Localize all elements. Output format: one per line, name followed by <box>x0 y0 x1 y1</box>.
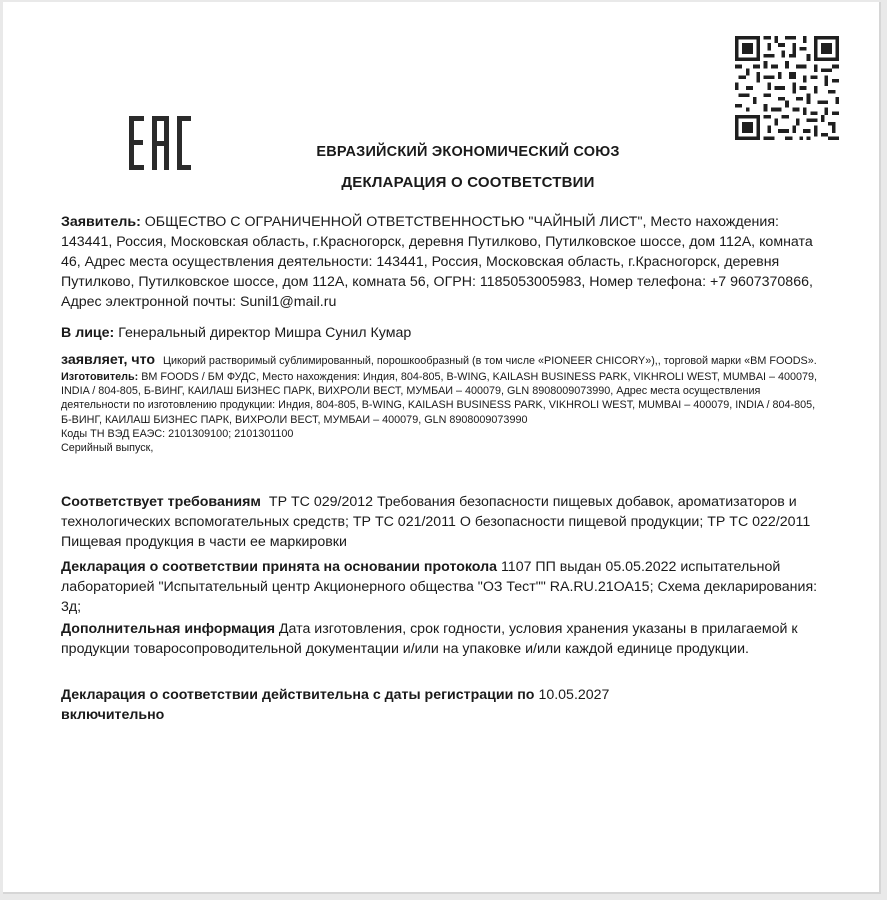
requirements-section <box>61 492 821 552</box>
qr-code <box>735 36 839 140</box>
representative-text: Генеральный директор Мишра Сунил Кумар <box>118 325 412 341</box>
manufacturer-text: BM FOODS / БМ ФУДС, Место нахождения: Индия, 804-805, B-WING, KAILASH BUSINESS PARK, VIKHROLI WEST, MUMBAI – 400079, INDIA / 804-805, Б-ВИНГ, КАИЛАШ БИЗНЕС ПАРК, ВИХРОЛИ ВЕСТ, МУМБАИ – 400079, GLN 8908009073990, Адрес места осуществления деятельности по изготовлению продукции: Индия, 804-805, B-WING, KAILASH BUSINESS PARK, VIKHROLI WEST, MUMBAI – 400079, INDIA / 804-805, Б-ВИНГ, КАИЛАШ БИЗНЕС ПАРК, ВИХРОЛИ ВЕСТ, МУМБАИ – 400079, GLN 8908009073990 <box>61 371 818 426</box>
additional-info-label: Дополнительная информация <box>61 621 275 637</box>
validity-section <box>61 685 821 725</box>
declares-section <box>61 350 821 455</box>
applicant-text: ОБЩЕСТВО С ОГРАНИЧЕННОЙ ОТВЕТСТВЕННОСТЬЮ "ЧАЙНЫЙ ЛИСТ", Место нахождения: 143441, Россия, Московская область, г.Красногорск, деревня Путилково, Путилковское шоссе, дом 112А, комната 46, Адрес места осуществления деятельности: 143441, Россия, Московская область, г.Красногорск, деревня Путилково, Путилковское шоссе, дом 112А, комната 56, ОГРН: 1185053005983, Номер телефона: +7 9607370866, Адрес электронной почты: Sunil1@mail.ru <box>61 214 813 310</box>
representative-section <box>61 323 821 343</box>
representative-label: В лице: <box>61 325 115 341</box>
customs-codes: Коды ТН ВЭД ЕАЭС: 2101309100; 2101301100 <box>61 427 294 440</box>
validity-label: Декларация о соответствии действительна с даты регистрации по <box>61 687 535 703</box>
requirements-text: ТР ТС 029/2012 Требования безопасности пищевых добавок, ароматизаторов и технологических вспомогательных средств; ТР ТС 021/2011 О безопасности пищевой продукции; ТР ТС 022/2011 Пищевая продукция в части ее маркировки <box>61 494 811 550</box>
union-name: ЕВРАЗИЙСКИЙ ЭКОНОМИЧЕСКИЙ СОЮЗ <box>316 144 620 160</box>
additional-info-text: Дата изготовления, срок годности, условия хранения указаны в прилагаемой к продукции товаросопроводительной документации и/или на упаковке и/или каждой единице продукции. <box>61 621 798 657</box>
manufacturer-label: Изготовитель: <box>61 371 139 383</box>
release-type: Серийный выпуск, <box>61 442 154 455</box>
requirements-label: Соответствует требованиям <box>61 494 261 510</box>
validity-suffix: включительно <box>61 707 165 723</box>
declares-label: заявляет, что <box>61 352 155 368</box>
protocol-section <box>61 557 821 617</box>
eac-logo <box>127 114 193 172</box>
applicant-section <box>61 212 821 312</box>
additional-info-section <box>61 619 821 659</box>
declaration-page <box>3 2 881 894</box>
protocol-text: 1107 ПП выдан 05.05.2022 испытательной лабораторией "Испытательный центр Акционерного общества "ОЗ Тест"" RA.RU.21ОА15; Схема декларирования: 3д; <box>61 559 818 615</box>
protocol-label: Декларация о соответствии принята на основании протокола <box>61 559 498 575</box>
validity-date: 10.05.2027 <box>538 687 610 703</box>
product-text: Цикорий растворимый сублимированный, порошкообразный (в том числе «PIONEER CHICORY»),, торговой марки «BM FOODS». <box>163 355 817 367</box>
document-title: ДЕКЛАРАЦИЯ О СООТВЕТСТВИИ <box>341 174 595 191</box>
applicant-label: Заявитель: <box>61 214 141 230</box>
